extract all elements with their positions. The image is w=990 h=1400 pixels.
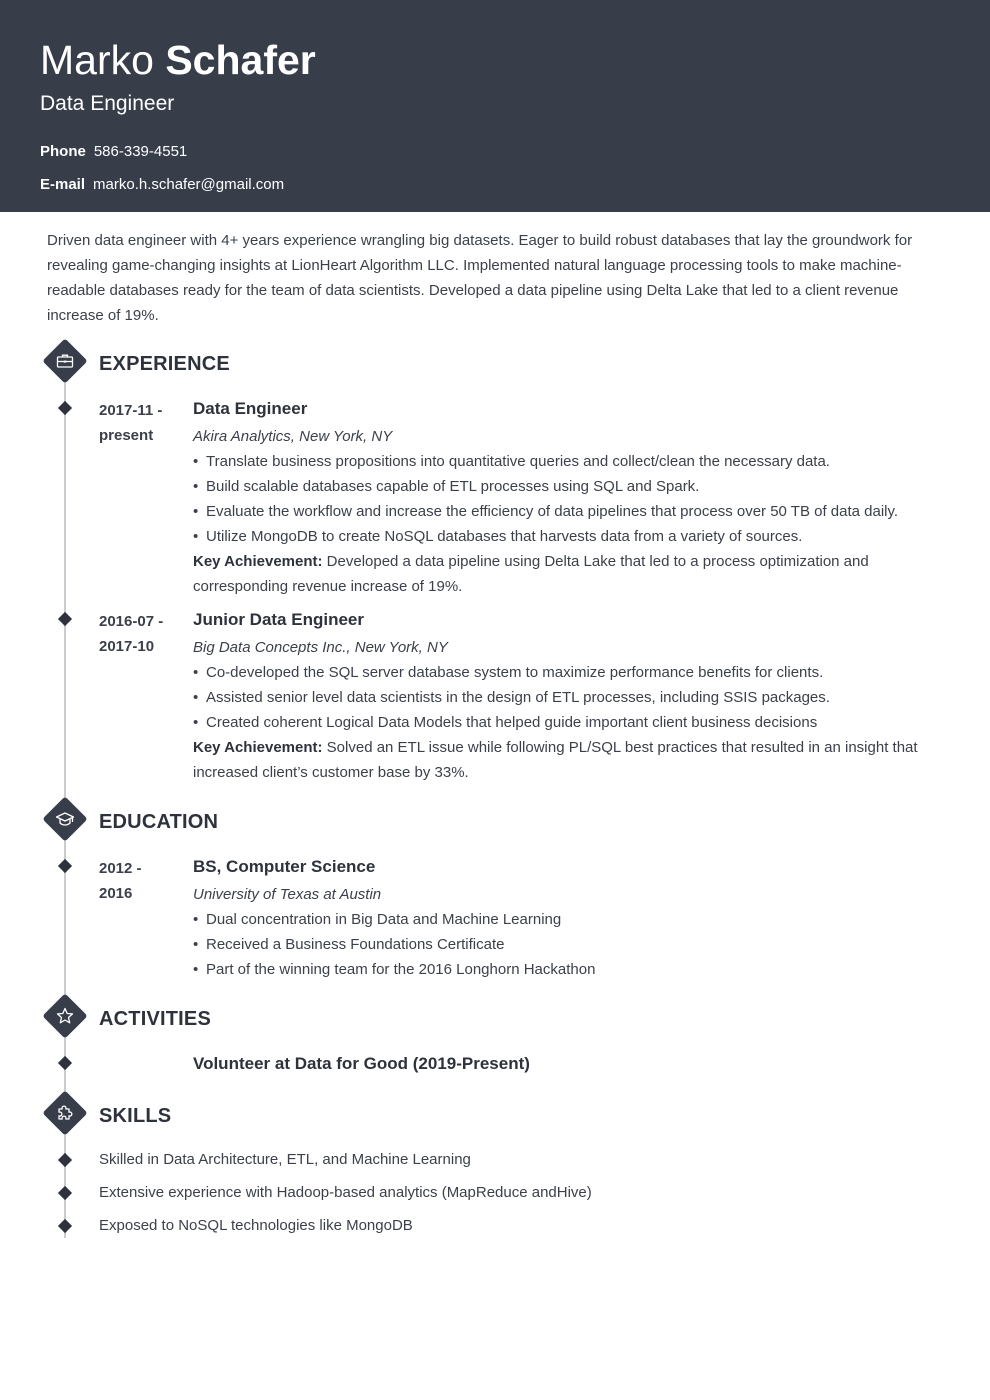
star-icon [42,993,87,1038]
key-achievement-label: Key Achievement: [193,553,323,570]
email-label: E-mail [40,176,86,193]
education-date [99,856,179,906]
list-item: • Dual concentration in Big Data and Machine Learning [193,907,933,932]
key-achievement [193,549,933,599]
experience-entry-2 [193,608,933,785]
list-item: • Assisted senior level data scientists in the design of ETL processes, including SSIS packages. [193,685,933,710]
education-degree: BS, Computer Science [193,857,376,876]
section-title-experience: EXPERIENCE [99,353,230,375]
skill-item: Skilled in Data Architecture, ETL, and Machine Learning [99,1151,471,1168]
graduation-cap-icon [42,796,87,841]
experience-1-date [99,398,179,448]
job-title: Data Engineer [40,92,175,115]
summary-paragraph: Driven data engineer with 4+ years experience wrangling big datasets. Eager to build robust databases that lay the groundwork for revealing game-changing insights at LionHeart Algorithm LLC. Implemented natural language processing tools to make machine-readable databases ready for the team of data scientists. Developed a data pipeline using Delta Lake that led to a client revenue increase of 19%. [47,232,913,324]
list-item: • Part of the winning team for the 2016 Longhorn Hackathon [193,957,933,982]
date-end: present [99,427,154,444]
date-start: 2017-11 - [99,402,163,419]
key-achievement [193,735,933,785]
experience-company: Akira Analytics, New York, NY [193,428,393,445]
key-achievement-label: Key Achievement: [193,739,323,756]
section-title-activities: ACTIVITIES [99,1008,212,1030]
skill-item: Extensive experience with Hadoop-based analytics (MapReduce andHive) [99,1184,592,1201]
experience-job-title: Data Engineer [193,399,308,418]
timeline-dot [58,1186,72,1200]
email-value: marko.h.schafer@gmail.com [93,176,285,193]
skill-item: Exposed to NoSQL technologies like MongoDB [99,1217,413,1234]
section-title-education: EDUCATION [99,811,219,833]
timeline-dot [58,1153,72,1167]
education-entry [193,855,933,982]
list-item: • Utilize MongoDB to create NoSQL databases that harvests data from a variety of sources. [193,524,933,549]
date-end: 2017-10 [99,638,155,655]
experience-bullets [193,660,933,735]
timeline-dot [58,401,72,415]
date-start: 2016-07 - [99,613,164,630]
experience-entry-1 [193,397,933,599]
education-school: University of Texas at Austin [193,886,382,903]
activity-item: Volunteer at Data for Good (2019-Present) [193,1054,530,1073]
list-item: • Evaluate the workflow and increase the efficiency of data pipelines that process over 50 TB of data daily. [193,499,933,524]
section-title-skills: SKILLS [99,1105,172,1127]
list-item: • Created coherent Logical Data Models that helped guide important client business decisions [193,710,933,735]
experience-company: Big Data Concepts Inc., New York, NY [193,639,448,656]
timeline-dot [58,1056,72,1070]
phone-label: Phone [40,143,86,160]
briefcase-icon [42,338,87,383]
candidate-name [40,36,316,84]
puzzle-icon [42,1090,87,1135]
experience-job-title: Junior Data Engineer [193,610,364,629]
date-end: 2016 [99,885,133,902]
timeline-dot [58,612,72,626]
date-start: 2012 - [99,860,142,877]
list-item: • Translate business propositions into quantitative queries and collect/clean the necessary data. [193,449,933,474]
timeline-dot [58,1219,72,1233]
last-name: Schafer [165,37,316,83]
email-row [40,175,284,195]
key-achievement-text: Developed a data pipeline using Delta Lake that led to a process optimization and corresponding revenue increase of 19%. [193,553,869,595]
phone-value: 586-339-4551 [93,143,188,160]
first-name: Marko [40,37,154,83]
timeline-dot [58,859,72,873]
education-bullets [193,907,933,982]
experience-bullets [193,449,933,549]
phone-row [40,142,187,162]
key-achievement-text: Solved an ETL issue while following PL/SQL best practices that resulted in an insight that increased client’s customer base by 33%. [193,739,918,781]
resume-header [0,0,990,212]
list-item: • Received a Business Foundations Certificate [193,932,933,957]
list-item: • Co-developed the SQL server database system to maximize performance benefits for clients. [193,660,933,685]
experience-2-date [99,609,179,659]
list-item: • Build scalable databases capable of ETL processes using SQL and Spark. [193,474,933,499]
